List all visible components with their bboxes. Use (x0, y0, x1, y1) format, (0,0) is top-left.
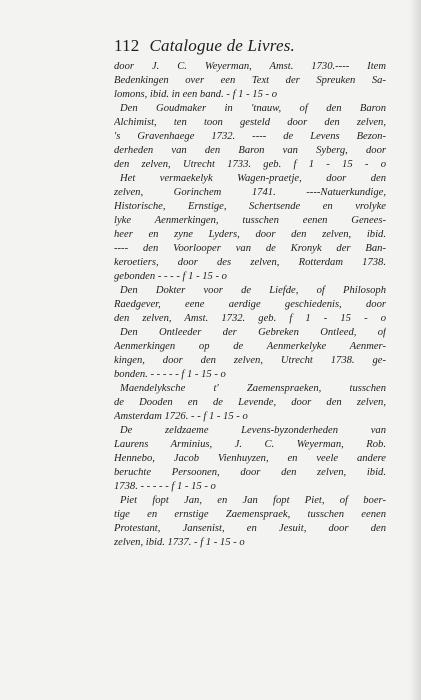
catalogue-line: Alchimist, ten toon gesteld door den zelven, (114, 117, 386, 128)
catalogue-line: Laurens Arminius, J. C. Weyerman, Rob. (114, 439, 386, 450)
page-edge-shadow (409, 0, 421, 700)
catalogue-line: Bedenkingen over een Text der Spreuken Sa- (114, 75, 386, 86)
catalogue-line: Piet fopt Jan, en Jan fopt Piet, of boer- (120, 495, 386, 506)
page-header (114, 34, 386, 58)
catalogue-line: Het vermaekelyk Wagen-praetje, door den (120, 173, 386, 184)
catalogue-line: keroetiers, door des zelven, Rotterdam 1738. (114, 257, 386, 268)
catalogue-line: 1738. - - - - - f 1 - 15 - o (114, 481, 216, 492)
catalogue-line: Historische, Ernstige, Schertsende en vrolyke (114, 201, 386, 212)
catalogue-line: zelven, Gorinchem 1741. ----Natuerkundige, (114, 187, 386, 198)
catalogue-line: De zeldzaeme Levens-byzonderheden van (120, 425, 386, 436)
catalogue-line: door J. C. Weyerman, Amst. 1730.---- Item (114, 61, 386, 72)
catalogue-line: den zelven, Utrecht 1733. geb. f 1 - 15 - o (114, 159, 386, 170)
catalogue-line: lyke Aenmerkingen, tusschen eenen Genees- (114, 215, 386, 226)
catalogue-line: 's Gravenhaege 1732. ---- de Levens Bezon- (114, 131, 386, 142)
catalogue-line: Amsterdam 1726. - - f 1 - 15 - o (114, 411, 248, 422)
catalogue-line: zelven, ibid. 1737. - f 1 - 15 - o (114, 537, 245, 548)
catalogue-line: Maendelyksche t' Zaemenspraeken, tusschen (120, 383, 386, 394)
running-title: Catalogue de Livres. (149, 36, 295, 55)
catalogue-line: Raedgever, eene aerdige geschiedenis, door (114, 299, 386, 310)
page-number: 112 (114, 36, 140, 55)
catalogue-line: kingen, door den zelven, Utrecht 1738. ge- (114, 355, 386, 366)
catalogue-line: bonden. - - - - - f 1 - 15 - o (114, 369, 226, 380)
catalogue-line: Den Ontleeder der Gebreken Ontleed, of (120, 327, 386, 338)
catalogue-line: Den Dokter voor de Liefde, of Philosoph (120, 285, 386, 296)
catalogue-line: beruchte Persoonen, door den zelven, ibid. (114, 467, 386, 478)
catalogue-line: Aenmerkingen op de Aenmerkelyke Aenmer- (114, 341, 386, 352)
catalogue-line: gebonden - - - - f 1 - 15 - o (114, 271, 227, 282)
catalogue-line: de Dooden en de Levende, door den zelven, (114, 397, 386, 408)
catalogue-line: Protestant, Jansenist, en Jesuit, door den (114, 523, 386, 534)
catalogue-line: den zelven, Amst. 1732. geb. f 1 - 15 - o (114, 313, 386, 324)
catalogue-line: ---- den Voorlooper van de Kronyk der Ban- (114, 243, 386, 254)
catalogue-line: lomons, ibid. in een band. - f 1 - 15 - o (114, 89, 278, 100)
catalogue-line: derheden van den Baron van Syberg, door (114, 145, 386, 156)
catalogue-line: Hennebo, Jacob Vienhuyzen, en veele andere (114, 453, 386, 464)
catalogue-text-block (114, 34, 386, 550)
catalogue-line: Den Goudmaker in 'tnauw, of den Baron (120, 103, 386, 114)
catalogue-lines (114, 60, 386, 550)
catalogue-line: heer en zyne Lyders, door den zelven, ibid. (114, 229, 386, 240)
catalogue-line: tige en ernstige Zaemenspraek, tusschen eenen (114, 509, 386, 520)
